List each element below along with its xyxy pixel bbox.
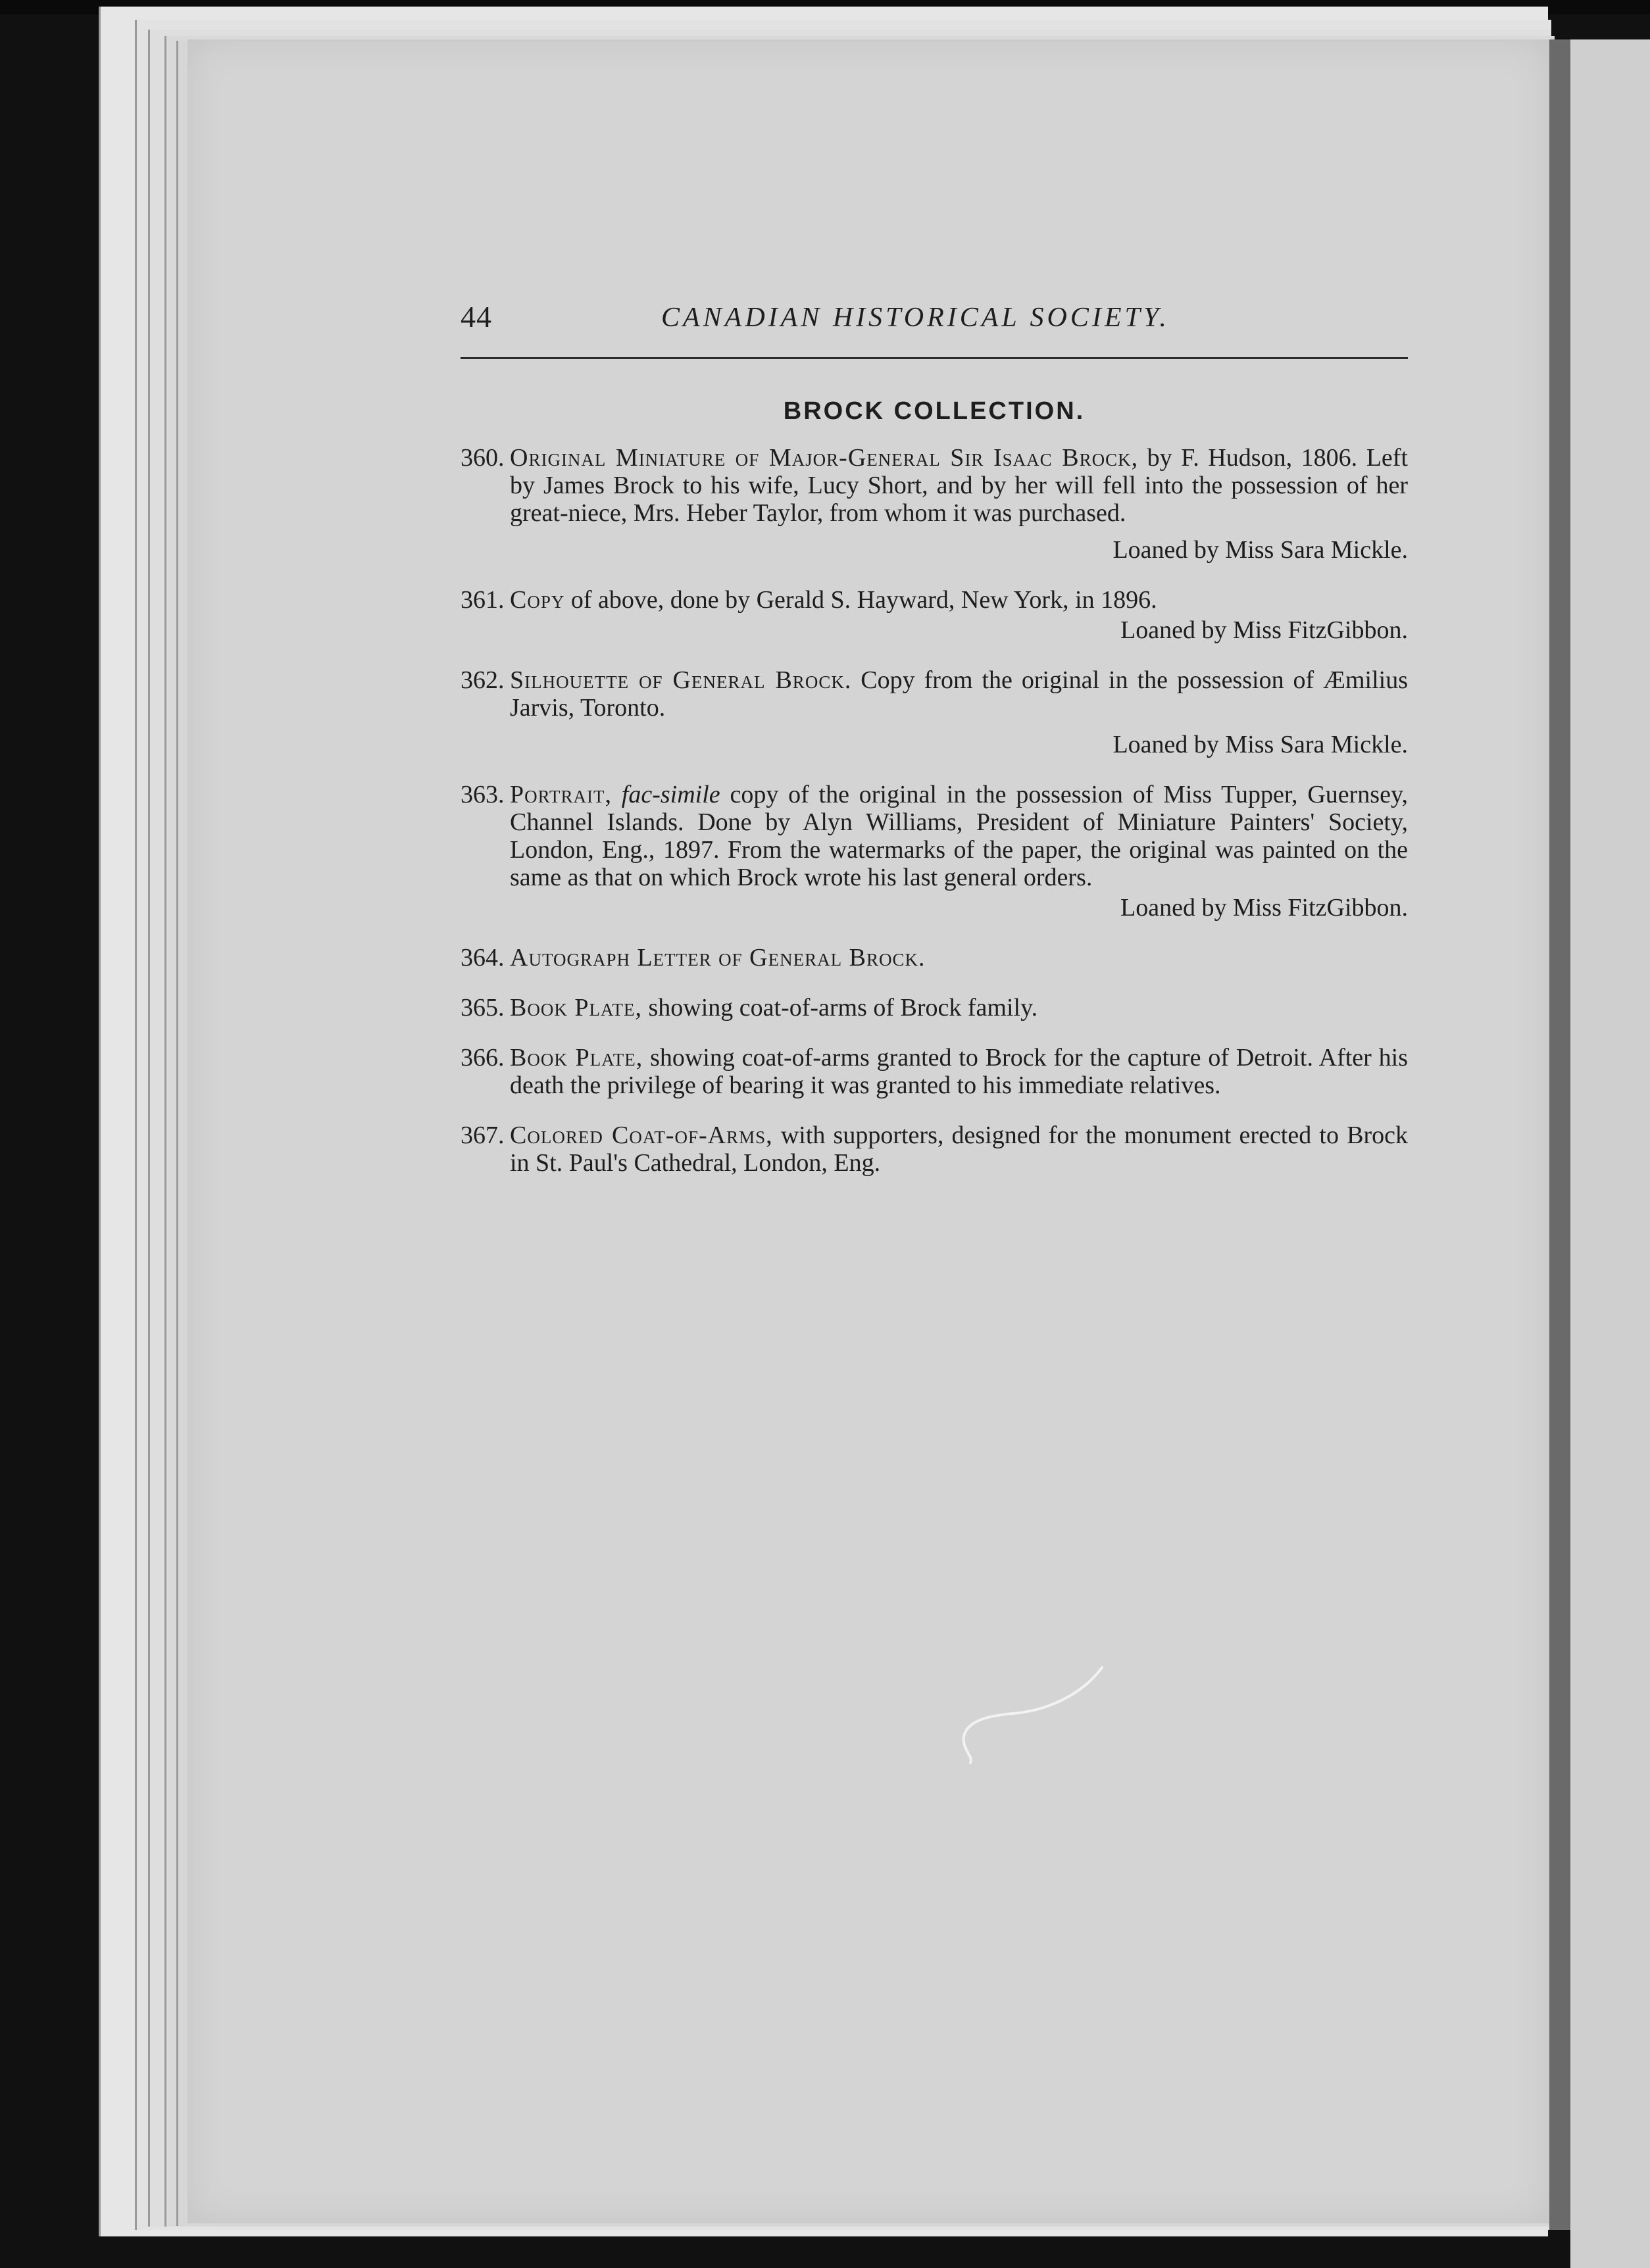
list-item [461,1044,1408,1099]
page-content [461,299,1408,1199]
entry-list [461,444,1408,1177]
entry-heading: Book Plate, [510,994,642,1022]
section-title: BROCK COLLECTION. [783,397,1086,425]
entry-heading: Autograph Letter of General Brock. [510,944,926,972]
entry-text: of above, done by Gerald S. Hayward, New York, in 1896. [564,586,1157,614]
loan-credit: Loaned by Miss Sara Mickle. [1112,731,1408,758]
entry-heading: Copy [510,586,565,614]
loan-credit: Loaned by Miss FitzGibbon. [1120,894,1408,922]
list-item [461,1122,1408,1177]
entry-number: 362. [461,666,505,694]
loan-credit: Loaned by Miss FitzGibbon. [1120,616,1408,644]
entry-heading: Original Miniature of Major-General Sir Isaac Brock, [510,444,1139,472]
pencil-mark-icon [954,1664,1105,1769]
list-item [461,586,1408,644]
entry-number: 365. [461,994,505,1022]
entry-number: 363. [461,781,505,808]
list-item [461,666,1408,758]
binding-shadow [1549,39,1570,2230]
entry-text: with supporters, designed for the monument erected to Brock in St. Paul's Cathedral, London, Eng. [510,1122,1408,1177]
entry-number: 366. [461,1044,505,1072]
entry-text: copy of the original in the possession of Miss Tupper, Guernsey, Channel Islands. Done by Alyn Williams, President of Miniature Painters' Society, London, Eng., 1897. From the watermarks of the paper, the original was painted on the same as that on which Brock wrote his last general orders. [510,781,1408,891]
entry-number: 367. [461,1122,505,1149]
page-number: 44 [461,300,492,333]
list-item [461,444,1408,564]
facing-page-edge [1570,39,1650,2268]
loan-credit: Loaned by Miss Sara Mickle. [1112,536,1408,564]
entry-number: 360. [461,444,505,472]
entry-text: showing coat-of-arms of Brock family. [641,994,1038,1022]
entry-number: 361. [461,586,505,614]
entry-text: by F. Hudson, 1806. Left by James Brock to his wife, Lucy Short, and by her will fell into the possession of her great-niece, Mrs. Heber Taylor, from whom it was purchased. [510,444,1408,527]
entry-heading: Book Plate, [510,1044,643,1072]
entry-number: 364. [461,944,505,972]
header-rule [461,357,1408,359]
entry-heading: Portrait, [510,781,612,808]
entry-heading: Colored Coat-of-Arms, [510,1122,773,1149]
entry-text: showing coat-of-arms granted to Brock for the capture of Detroit. After his death the privilege of bearing it was granted to his immediate relatives. [510,1044,1408,1099]
entry-heading: Silhouette of General Brock. [510,666,852,694]
entry-italic: fac-simile [612,781,720,808]
entry-text: Copy from the original in the possession of Æmilius Jarvis, Toronto. [510,666,1408,722]
list-item [461,944,1408,972]
list-item [461,781,1408,922]
list-item [461,994,1408,1022]
running-head [461,299,1408,352]
running-title: CANADIAN HISTORICAL SOCIETY. [661,303,1170,333]
